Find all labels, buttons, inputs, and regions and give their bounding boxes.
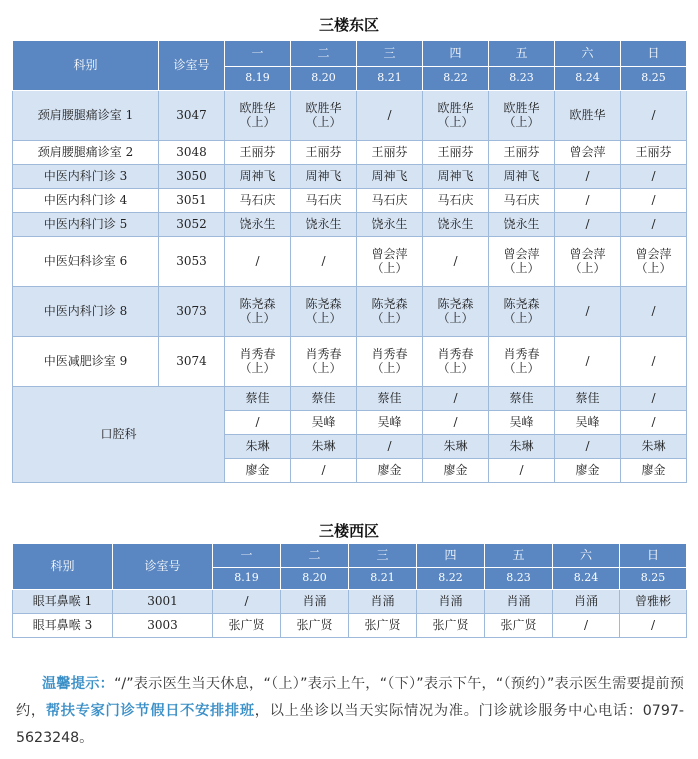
notice-label: 温馨提示： bbox=[42, 676, 115, 692]
schedule-cell-line: 肖秀春 bbox=[305, 346, 342, 361]
schedule-cell-line: 欧胜华 bbox=[503, 100, 540, 115]
schedule-cell: 蔡佳 bbox=[489, 387, 555, 411]
schedule-cell bbox=[555, 237, 621, 287]
col-header-weekday: 四 bbox=[417, 544, 485, 568]
schedule-cell-line: （上） bbox=[503, 360, 540, 375]
schedule-cell-line: （上） bbox=[503, 114, 540, 129]
schedule-cell-line: 肖秀春 bbox=[371, 346, 408, 361]
schedule-cell: 张广贤 bbox=[349, 614, 417, 638]
dept-cell: 中医内科门诊 5 bbox=[13, 213, 159, 237]
schedule-cell: 王丽芬 bbox=[489, 141, 555, 165]
col-header-date: 8.21 bbox=[357, 67, 423, 91]
schedule-cell: 张广贤 bbox=[213, 614, 281, 638]
table-row bbox=[13, 91, 687, 141]
schedule-cell: 饶永生 bbox=[225, 213, 291, 237]
schedule-cell bbox=[357, 237, 423, 287]
schedule-cell: / bbox=[213, 590, 281, 614]
dept-cell: 中医妇科诊室 6 bbox=[13, 237, 159, 287]
table-row bbox=[13, 237, 687, 287]
schedule-cell: 肖涌 bbox=[485, 590, 553, 614]
col-header-weekday: 日 bbox=[620, 544, 687, 568]
schedule-cell: 朱琳 bbox=[489, 435, 555, 459]
schedule-cell-line: （上） bbox=[239, 114, 276, 129]
col-header-weekday: 五 bbox=[489, 41, 555, 67]
schedule-cell: / bbox=[555, 213, 621, 237]
schedule-cell bbox=[423, 287, 489, 337]
schedule-cell-line: 陈尧森 bbox=[305, 296, 342, 311]
schedule-cell-line: （上） bbox=[437, 114, 474, 129]
schedule-cell: 欧胜华 bbox=[555, 91, 621, 141]
schedule-cell: / bbox=[621, 213, 687, 237]
schedule-cell: / bbox=[291, 237, 357, 287]
col-header-weekday: 六 bbox=[555, 41, 621, 67]
col-header-date: 8.24 bbox=[555, 67, 621, 91]
col-header-date: 8.23 bbox=[485, 568, 553, 590]
schedule-cell-line: 陈尧森 bbox=[503, 296, 540, 311]
schedule-cell: / bbox=[225, 237, 291, 287]
schedule-cell: / bbox=[357, 435, 423, 459]
schedule-cell-line: 欧胜华 bbox=[437, 100, 474, 115]
dept-cell: 中医减肥诊室 9 bbox=[13, 337, 159, 387]
schedule-cell: / bbox=[621, 287, 687, 337]
table-row bbox=[13, 165, 687, 189]
west-schedule-table bbox=[12, 543, 687, 638]
col-header-date: 8.25 bbox=[620, 568, 687, 590]
schedule-cell-line: 陈尧森 bbox=[437, 296, 474, 311]
schedule-cell bbox=[357, 337, 423, 387]
schedule-cell: 周神飞 bbox=[225, 165, 291, 189]
schedule-cell-line: （上） bbox=[437, 310, 474, 325]
notice-part1: “/”表示医生当天休息，“（上）”表示上午，“（下）”表示下午，“（预约）”表示医生需要提前预约， bbox=[16, 676, 684, 719]
schedule-cell: 王丽芬 bbox=[357, 141, 423, 165]
schedule-cell bbox=[291, 287, 357, 337]
schedule-cell-line: 陈尧森 bbox=[239, 296, 276, 311]
schedule-cell bbox=[357, 287, 423, 337]
col-header-date: 8.23 bbox=[489, 67, 555, 91]
schedule-cell: 朱琳 bbox=[225, 435, 291, 459]
schedule-cell: / bbox=[225, 411, 291, 435]
schedule-cell bbox=[225, 91, 291, 141]
col-header-room: 诊室号 bbox=[159, 41, 225, 91]
schedule-cell-line: （上） bbox=[503, 310, 540, 325]
schedule-cell: 廖金 bbox=[621, 459, 687, 483]
schedule-cell-line: （上） bbox=[371, 360, 408, 375]
schedule-cell: / bbox=[423, 237, 489, 287]
dept-cell: 眼耳鼻喉 1 bbox=[13, 590, 113, 614]
room-cell: 3050 bbox=[159, 165, 225, 189]
table-row bbox=[13, 614, 687, 638]
col-header-weekday: 三 bbox=[349, 544, 417, 568]
schedule-cell: / bbox=[357, 91, 423, 141]
schedule-cell: 王丽芬 bbox=[423, 141, 489, 165]
table-row bbox=[13, 337, 687, 387]
schedule-cell bbox=[291, 337, 357, 387]
table-row bbox=[13, 387, 687, 411]
schedule-cell: 周神飞 bbox=[291, 165, 357, 189]
schedule-cell-line: （上） bbox=[503, 260, 540, 275]
schedule-cell-line: （上） bbox=[635, 260, 672, 275]
schedule-cell: / bbox=[555, 189, 621, 213]
schedule-cell: 张广贤 bbox=[485, 614, 553, 638]
schedule-cell bbox=[225, 337, 291, 387]
table-row bbox=[13, 141, 687, 165]
schedule-cell: 蔡佳 bbox=[225, 387, 291, 411]
schedule-cell: 马石庆 bbox=[357, 189, 423, 213]
schedule-cell-line: （上） bbox=[305, 114, 342, 129]
dept-cell: 中医内科门诊 3 bbox=[13, 165, 159, 189]
schedule-cell: 廖金 bbox=[555, 459, 621, 483]
schedule-cell: / bbox=[620, 614, 687, 638]
schedule-cell: 肖涌 bbox=[349, 590, 417, 614]
schedule-cell: 马石庆 bbox=[423, 189, 489, 213]
schedule-cell: / bbox=[291, 459, 357, 483]
schedule-cell: 周神飞 bbox=[423, 165, 489, 189]
schedule-cell: / bbox=[489, 459, 555, 483]
room-cell: 3047 bbox=[159, 91, 225, 141]
schedule-cell: 王丽芬 bbox=[291, 141, 357, 165]
room-cell: 3048 bbox=[159, 141, 225, 165]
schedule-cell: 肖涌 bbox=[553, 590, 620, 614]
schedule-cell: 廖金 bbox=[423, 459, 489, 483]
notice-highlight: 帮扶专家门诊节假日不安排排班 bbox=[45, 703, 255, 719]
schedule-cell: / bbox=[621, 165, 687, 189]
col-header-weekday: 一 bbox=[225, 41, 291, 67]
schedule-cell: 周神飞 bbox=[489, 165, 555, 189]
table-row bbox=[13, 189, 687, 213]
schedule-cell-line: （上） bbox=[305, 310, 342, 325]
schedule-cell: 王丽芬 bbox=[621, 141, 687, 165]
schedule-cell bbox=[621, 237, 687, 287]
schedule-cell: 周神飞 bbox=[357, 165, 423, 189]
schedule-cell-line: 肖秀春 bbox=[437, 346, 474, 361]
col-header-weekday: 五 bbox=[485, 544, 553, 568]
west-zone-title: 三楼西区 bbox=[318, 522, 379, 540]
schedule-cell: 吴峰 bbox=[555, 411, 621, 435]
col-header-weekday: 三 bbox=[357, 41, 423, 67]
schedule-cell: / bbox=[555, 435, 621, 459]
col-header-weekday: 一 bbox=[213, 544, 281, 568]
schedule-cell-line: 欧胜华 bbox=[239, 100, 276, 115]
col-header-weekday: 四 bbox=[423, 41, 489, 67]
room-cell: 3053 bbox=[159, 237, 225, 287]
schedule-cell: / bbox=[621, 411, 687, 435]
schedule-cell bbox=[489, 287, 555, 337]
table-row bbox=[13, 287, 687, 337]
east-zone-title: 三楼东区 bbox=[318, 16, 379, 34]
schedule-cell-line: 肖秀春 bbox=[503, 346, 540, 361]
schedule-cell-line: （上） bbox=[371, 260, 408, 275]
dept-cell: 颈肩腰腿痛诊室 2 bbox=[13, 141, 159, 165]
schedule-cell: 马石庆 bbox=[291, 189, 357, 213]
schedule-cell: 肖涌 bbox=[417, 590, 485, 614]
schedule-cell: 廖金 bbox=[357, 459, 423, 483]
table-row bbox=[13, 590, 687, 614]
schedule-cell-line: （上） bbox=[239, 360, 276, 375]
schedule-cell: 朱琳 bbox=[423, 435, 489, 459]
col-header-date: 8.25 bbox=[621, 67, 687, 91]
col-header-weekday: 二 bbox=[291, 41, 357, 67]
schedule-cell bbox=[291, 91, 357, 141]
col-header-weekday: 日 bbox=[621, 41, 687, 67]
col-header-date: 8.22 bbox=[417, 568, 485, 590]
schedule-cell: / bbox=[553, 614, 620, 638]
schedule-cell bbox=[225, 287, 291, 337]
schedule-cell: / bbox=[555, 337, 621, 387]
schedule-cell: / bbox=[555, 287, 621, 337]
schedule-cell-line: （上） bbox=[437, 360, 474, 375]
col-header-date: 8.19 bbox=[213, 568, 281, 590]
schedule-cell: 吴峰 bbox=[291, 411, 357, 435]
schedule-cell: / bbox=[621, 91, 687, 141]
schedule-cell bbox=[423, 91, 489, 141]
schedule-cell bbox=[489, 91, 555, 141]
schedule-cell: 饶永生 bbox=[489, 213, 555, 237]
col-header-date: 8.22 bbox=[423, 67, 489, 91]
schedule-cell: 蔡佳 bbox=[555, 387, 621, 411]
schedule-cell: / bbox=[621, 337, 687, 387]
schedule-cell-line: 肖秀春 bbox=[239, 346, 276, 361]
schedule-cell: 廖金 bbox=[225, 459, 291, 483]
schedule-cell-line: （上） bbox=[569, 260, 606, 275]
col-header-dept: 科别 bbox=[13, 41, 159, 91]
dept-cell: 中医内科门诊 4 bbox=[13, 189, 159, 213]
col-header-room: 诊室号 bbox=[113, 544, 213, 590]
room-cell: 3052 bbox=[159, 213, 225, 237]
schedule-cell: 张广贤 bbox=[417, 614, 485, 638]
schedule-cell: / bbox=[555, 165, 621, 189]
table-row bbox=[13, 213, 687, 237]
dept-cell: 眼耳鼻喉 3 bbox=[13, 614, 113, 638]
schedule-cell: 蔡佳 bbox=[291, 387, 357, 411]
room-cell: 3074 bbox=[159, 337, 225, 387]
col-header-date: 8.19 bbox=[225, 67, 291, 91]
col-header-dept: 科别 bbox=[13, 544, 113, 590]
col-header-date: 8.24 bbox=[553, 568, 620, 590]
schedule-cell-line: 欧胜华 bbox=[305, 100, 342, 115]
schedule-cell: 饶永生 bbox=[291, 213, 357, 237]
schedule-cell: 朱琳 bbox=[291, 435, 357, 459]
schedule-cell: / bbox=[423, 411, 489, 435]
col-header-date: 8.20 bbox=[291, 67, 357, 91]
schedule-cell bbox=[489, 237, 555, 287]
schedule-cell: 吴峰 bbox=[489, 411, 555, 435]
schedule-cell-line: 曾会萍 bbox=[569, 246, 606, 261]
schedule-cell-line: （上） bbox=[239, 310, 276, 325]
schedule-cell-line: 陈尧森 bbox=[371, 296, 408, 311]
room-cell: 3073 bbox=[159, 287, 225, 337]
room-cell: 3051 bbox=[159, 189, 225, 213]
schedule-cell: 肖涌 bbox=[281, 590, 349, 614]
schedule-cell-line: （上） bbox=[305, 360, 342, 375]
col-header-weekday: 六 bbox=[553, 544, 620, 568]
schedule-cell: 蔡佳 bbox=[357, 387, 423, 411]
schedule-cell: 朱琳 bbox=[621, 435, 687, 459]
schedule-cell: / bbox=[621, 189, 687, 213]
schedule-cell: / bbox=[423, 387, 489, 411]
schedule-cell-line: 曾会萍 bbox=[503, 246, 540, 261]
schedule-cell: 吴峰 bbox=[357, 411, 423, 435]
schedule-cell-line: （上） bbox=[371, 310, 408, 325]
col-header-date: 8.21 bbox=[349, 568, 417, 590]
schedule-cell: 马石庆 bbox=[225, 189, 291, 213]
schedule-cell: 曾雅彬 bbox=[620, 590, 687, 614]
notice-part2: ，以上坐诊以当天实际情况为准。门诊就诊服务中心电话：0797-5623248。 bbox=[16, 703, 684, 746]
schedule-cell: 饶永生 bbox=[423, 213, 489, 237]
schedule-cell: 王丽芬 bbox=[225, 141, 291, 165]
dept-cell: 中医内科门诊 8 bbox=[13, 287, 159, 337]
schedule-cell: 曾会萍 bbox=[555, 141, 621, 165]
schedule-cell: 张广贤 bbox=[281, 614, 349, 638]
schedule-cell-line: 曾会萍 bbox=[371, 246, 408, 261]
schedule-cell: 饶永生 bbox=[357, 213, 423, 237]
schedule-cell: / bbox=[621, 387, 687, 411]
east-schedule-table bbox=[12, 40, 687, 483]
schedule-cell bbox=[489, 337, 555, 387]
schedule-cell: 马石庆 bbox=[489, 189, 555, 213]
schedule-cell-line: 曾会萍 bbox=[635, 246, 672, 261]
room-cell: 3003 bbox=[113, 614, 213, 638]
col-header-date: 8.20 bbox=[281, 568, 349, 590]
dept-cell-oral: 口腔科 bbox=[13, 387, 225, 483]
dept-cell: 颈肩腰腿痛诊室 1 bbox=[13, 91, 159, 141]
col-header-weekday: 二 bbox=[281, 544, 349, 568]
notice-text bbox=[16, 671, 684, 752]
room-cell: 3001 bbox=[113, 590, 213, 614]
schedule-cell bbox=[423, 337, 489, 387]
